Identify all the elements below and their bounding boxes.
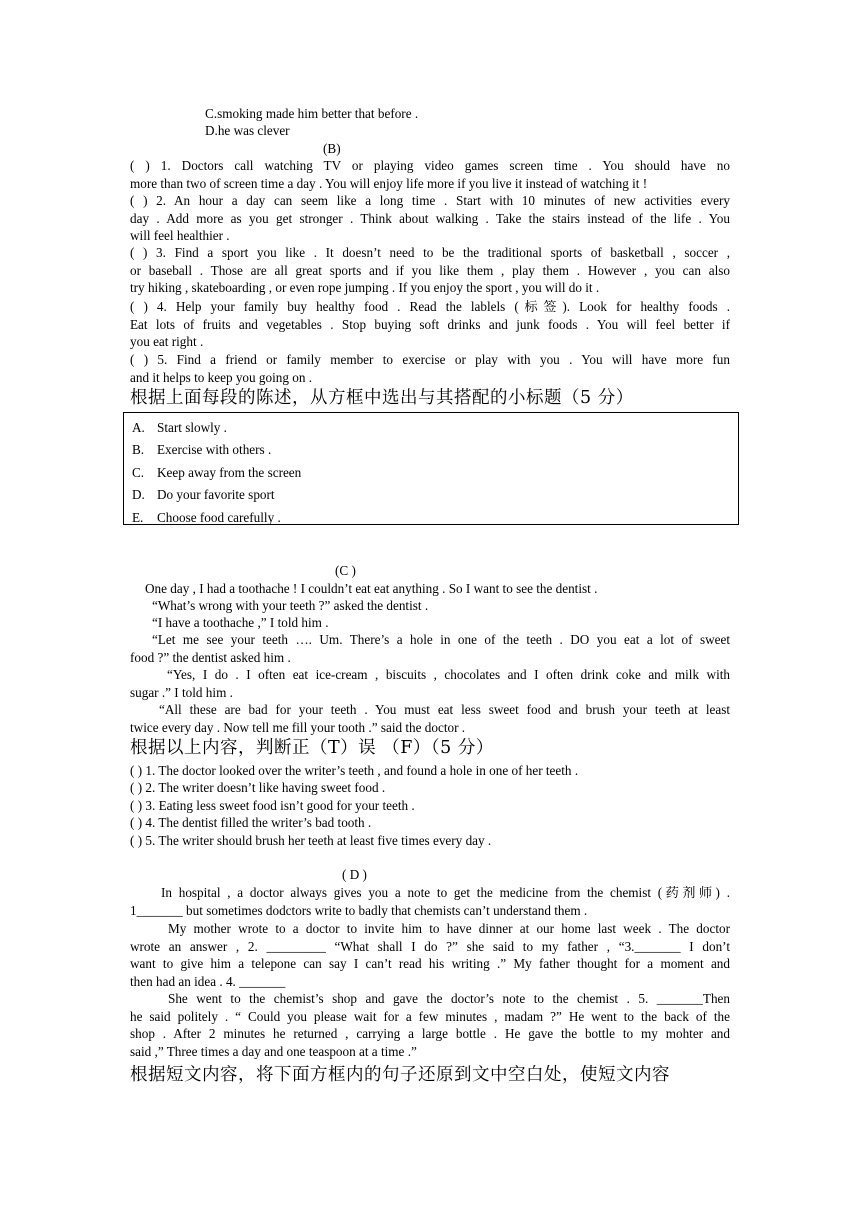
- d-p3-line: he said politely . “ Could you please wait for a few minutes , madam ?” He went to the back of the: [130, 1008, 730, 1024]
- section-c-p3: “I have a toothache ,” I told him .: [152, 615, 329, 630]
- d-p2-line: want to give him a telepone can say I can’t read his writing .” My father thought for a moment and: [130, 956, 730, 971]
- section-d-p2: [130, 920, 730, 990]
- section-c-p4: [130, 631, 730, 666]
- section-c-q2: ( ) 2. The writer doesn’t like having sweet food .: [130, 780, 386, 795]
- option-item: [132, 419, 227, 436]
- q4-line: you eat right .: [130, 334, 204, 349]
- section-c-q3: ( ) 3. Eating less sweet food isn’t good for your teeth .: [130, 798, 415, 813]
- q1-line: ( ) 1. Doctors call watching TV or playing video games screen time . You should have no: [130, 158, 730, 173]
- section-b-title: (B): [323, 141, 341, 156]
- option-c-text: C.smoking made him better that before .: [205, 106, 419, 121]
- q5-line: ( ) 5. Find a friend or family member to exercise or play with you . You will have more fun: [130, 352, 730, 367]
- q3-line: or baseball . Those are all great sports and if you like them , play them . However , you can also: [130, 262, 730, 278]
- section-c-p2: “What’s wrong with your teeth ?” asked the dentist .: [152, 598, 429, 613]
- option-letter: A.: [132, 420, 145, 435]
- section-c-p6: [130, 701, 730, 736]
- section-b-q2: [130, 192, 730, 245]
- section-c-title: (C ): [335, 563, 356, 578]
- option-letter: D.: [132, 487, 145, 502]
- section-d-title: ( D ): [342, 867, 367, 882]
- q2-line: will feel healthier .: [130, 228, 230, 243]
- p6-line: “All these are bad for your teeth . You must eat less sweet food and brush your teeth at least: [159, 702, 730, 717]
- d-p3-line: She went to the chemist’s shop and gave the doctor’s note to the chemist . 5. _______Then: [168, 991, 730, 1006]
- p6-line: twice every day . Now tell me fill your tooth .” said the doctor .: [130, 719, 466, 735]
- section-b-instruction: 根据上面每段的陈述，从方框中选出与其搭配的小标题（5 分）: [130, 388, 634, 408]
- q3-line: try hiking , skateboarding , or even rope jumping . If you enjoy the sport , you will do it .: [130, 280, 600, 295]
- section-c-p1: One day , I had a toothache ! I couldn’t eat eat anything . So I want to see the dentist .: [145, 581, 598, 596]
- q4-line: ( ) 4. Help your family buy healthy food . Read the lablels (标签). Look for healthy foods .: [130, 299, 730, 314]
- d-p3-line: said ,” Three times a day and one teaspoon at a time .”: [130, 1043, 417, 1059]
- option-text: Do your favorite sport: [157, 487, 275, 502]
- option-text: Start slowly .: [157, 420, 227, 435]
- option-item: [132, 464, 301, 481]
- section-d-p1: [130, 884, 730, 919]
- p5-line: sugar .” I told him .: [130, 684, 233, 700]
- p4-line: food ?” the dentist asked him .: [130, 649, 291, 665]
- section-d-instruction: 根据短文内容，将下面方框内的句子还原到文中空白处，使短文内容: [130, 1065, 670, 1085]
- section-b-q3: [130, 244, 730, 297]
- p4-line: “Let me see your teeth …. Um. There’s a hole in one of the teeth . DO you eat a lot of sweet: [152, 632, 730, 647]
- section-b-q5: [130, 351, 730, 386]
- q4-line: Eat lots of fruits and vegetables . Stop buying soft drinks and junk foods . You will feel better if: [130, 316, 730, 332]
- q2-line: day . Add more as you get stronger . Think about walking . Take the stairs instead of the life . You: [130, 210, 730, 226]
- p5-line: “Yes, I do . I often eat ice-cream , biscuits , chocolates and I often drink coke and milk with: [167, 667, 730, 682]
- option-text: Keep away from the screen: [157, 465, 302, 480]
- d-p2-line: then had an idea . 4. _______: [130, 973, 286, 989]
- section-c-instruction: 根据以上内容，判断正（T）误 （F）（5 分）: [130, 738, 494, 758]
- option-letter: C.: [132, 465, 145, 480]
- q2-line: ( ) 2. An hour a day can seem like a long time . Start with 10 minutes of new activities every: [130, 193, 730, 208]
- heading-options-box: [123, 412, 739, 525]
- section-c-p5: [130, 666, 730, 701]
- d-p1-line: 1_______ but sometimes dodctors write to badly that chemists can’t understand them .: [130, 902, 588, 918]
- q1-line: more than two of screen time a day . You will enjoy life more if you live it instead of watching it !: [130, 175, 648, 191]
- option-letter: E.: [132, 510, 144, 525]
- q3-line: ( ) 3. Find a sport you like . It doesn’t need to be the traditional sports of basketball , soccer ,: [130, 245, 730, 260]
- option-item: [132, 509, 281, 526]
- d-p2-line: wrote an answer , 2. _________ “What shall I do ?” she said to my father , “3._______ I don’t: [130, 938, 730, 954]
- section-b-q1: [130, 157, 730, 192]
- option-d-text: D.he was clever: [205, 123, 290, 138]
- d-p3-line: shop . After 2 minutes he returned , carrying a large bottle . He gave the bottle to my mohter and: [130, 1026, 730, 1041]
- section-c-q4: ( ) 4. The dentist filled the writer’s bad tooth .: [130, 815, 372, 830]
- section-c-q5: ( ) 5. The writer should brush her teeth at least five times every day .: [130, 833, 492, 848]
- section-c-q1: ( ) 1. The doctor looked over the writer’s teeth , and found a hole in one of her teeth .: [130, 763, 579, 778]
- d-p1-line: In hospital , a doctor always gives you a note to get the medicine from the chemist (药剂师) .: [161, 885, 730, 900]
- option-item: [132, 486, 275, 503]
- section-d-p3: [130, 990, 730, 1060]
- option-text: Exercise with others .: [157, 442, 272, 457]
- d-p2-line: My mother wrote to a doctor to invite him to have dinner at our home last week . The doctor: [168, 921, 730, 936]
- q5-line: and it helps to keep you going on .: [130, 369, 313, 385]
- option-letter: B.: [132, 442, 145, 457]
- option-text: Choose food carefully .: [157, 510, 281, 525]
- option-item: [132, 441, 271, 458]
- section-b-q4: [130, 298, 730, 351]
